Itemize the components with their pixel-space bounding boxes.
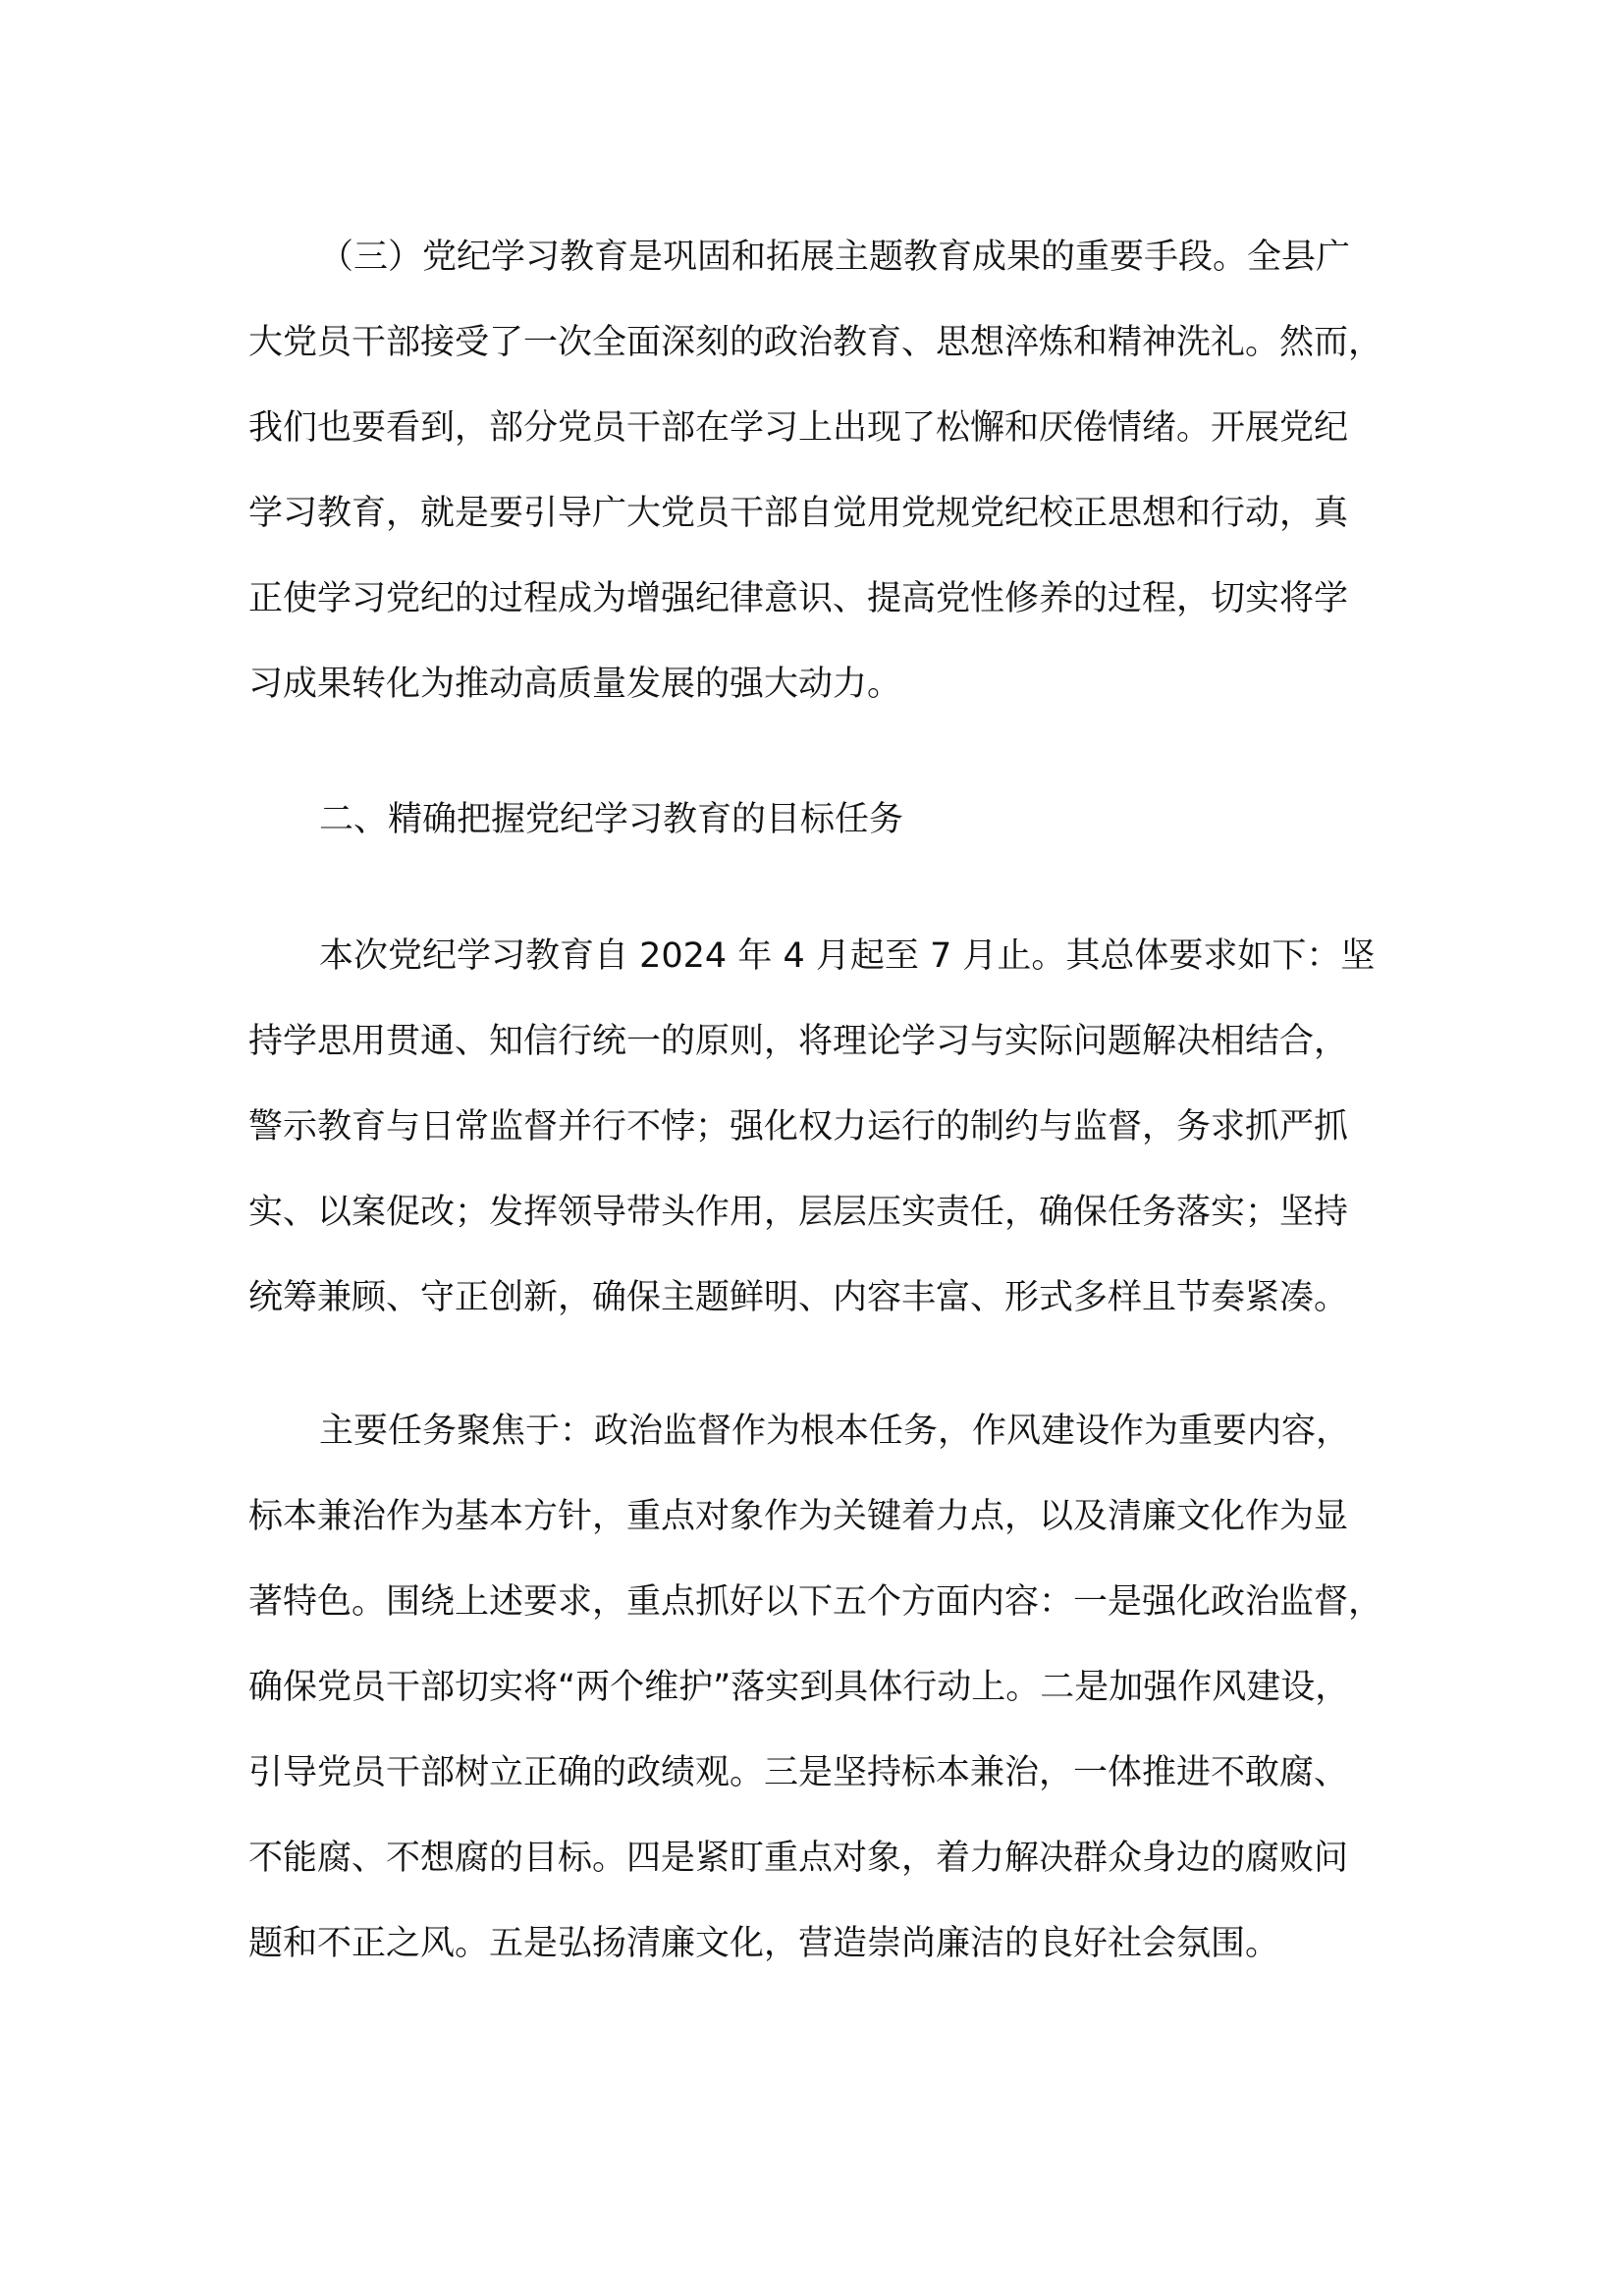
paragraph-line: 正使学习党纪的过程成为增强纪律意识、提高党性修养的过程，切实将学 <box>248 579 1349 618</box>
paragraph-line: 题和不正之风。五是弘扬清廉文化，营造崇尚廉洁的良好社会氛围。 <box>248 1924 1280 1963</box>
paragraph-line: 习成果转化为推动高质量发展的强大动力。 <box>248 665 902 704</box>
paragraph-line: 我们也要看到，部分党员干部在学习上出现了松懈和厌倦情绪。开展党纪 <box>248 408 1349 448</box>
paragraph-line: 大党员干部接受了一次全面深刻的政治教育、思想淬炼和精神洗礼。然而， <box>248 323 1383 362</box>
body-paragraph <box>248 215 1407 727</box>
paragraph-line: 标本兼治作为基本方针，重点对象作为关键着力点，以及清廉文化作为显 <box>248 1497 1349 1536</box>
paragraph-line: （三）党纪学习教育是巩固和拓展主题教育成果的重要手段。全县广 <box>319 238 1351 277</box>
paragraph-line: 确保党员干部切实将“两个维护”落实到具体行动上。二是加强作风建设， <box>248 1668 1350 1707</box>
paragraph-line: 警示教育与日常监督并行不悖；强化权力运行的制约与监督，务求抓严抓 <box>248 1107 1349 1147</box>
paragraph-line: 持学思用贯通、知信行统一的原则，将理论学习与实际问题解决相结合， <box>248 1022 1349 1061</box>
paragraph-line: 统筹兼顾、守正创新，确保主题鲜明、内容丰富、形式多样且节奏紧凑。 <box>248 1278 1349 1317</box>
heading-text: 二、精确把握党纪学习教育的目标任务 <box>319 800 904 839</box>
paragraph-line: 主要任务聚焦于：政治监督作为根本任务，作风建设作为重要内容， <box>319 1412 1351 1451</box>
body-paragraph <box>248 1389 1407 1987</box>
paragraph-line: 实、以案促改；发挥领导带头作用，层层压实责任，确保任务落实；坚持 <box>248 1193 1349 1232</box>
section-heading <box>248 777 1407 863</box>
paragraph-line: 学习教育，就是要引导广大党员干部自觉用党规党纪校正思想和行动，真 <box>248 494 1349 533</box>
paragraph-line: 不能腐、不想腐的目标。四是紧盯重点对象，着力解决群众身边的腐败问 <box>248 1839 1349 1878</box>
paragraph-line: 引导党员干部树立正确的政绩观。三是坚持标本兼治，一体推进不敢腐、 <box>248 1753 1349 1792</box>
paragraph-line: 本次党纪学习教育自 2024 年 4 月起至 7 月止。其总体要求如下：坚 <box>319 936 1376 976</box>
body-paragraph <box>248 914 1407 1341</box>
paragraph-line: 著特色。围绕上述要求，重点抓好以下五个方面内容：一是强化政治监督， <box>248 1582 1383 1622</box>
